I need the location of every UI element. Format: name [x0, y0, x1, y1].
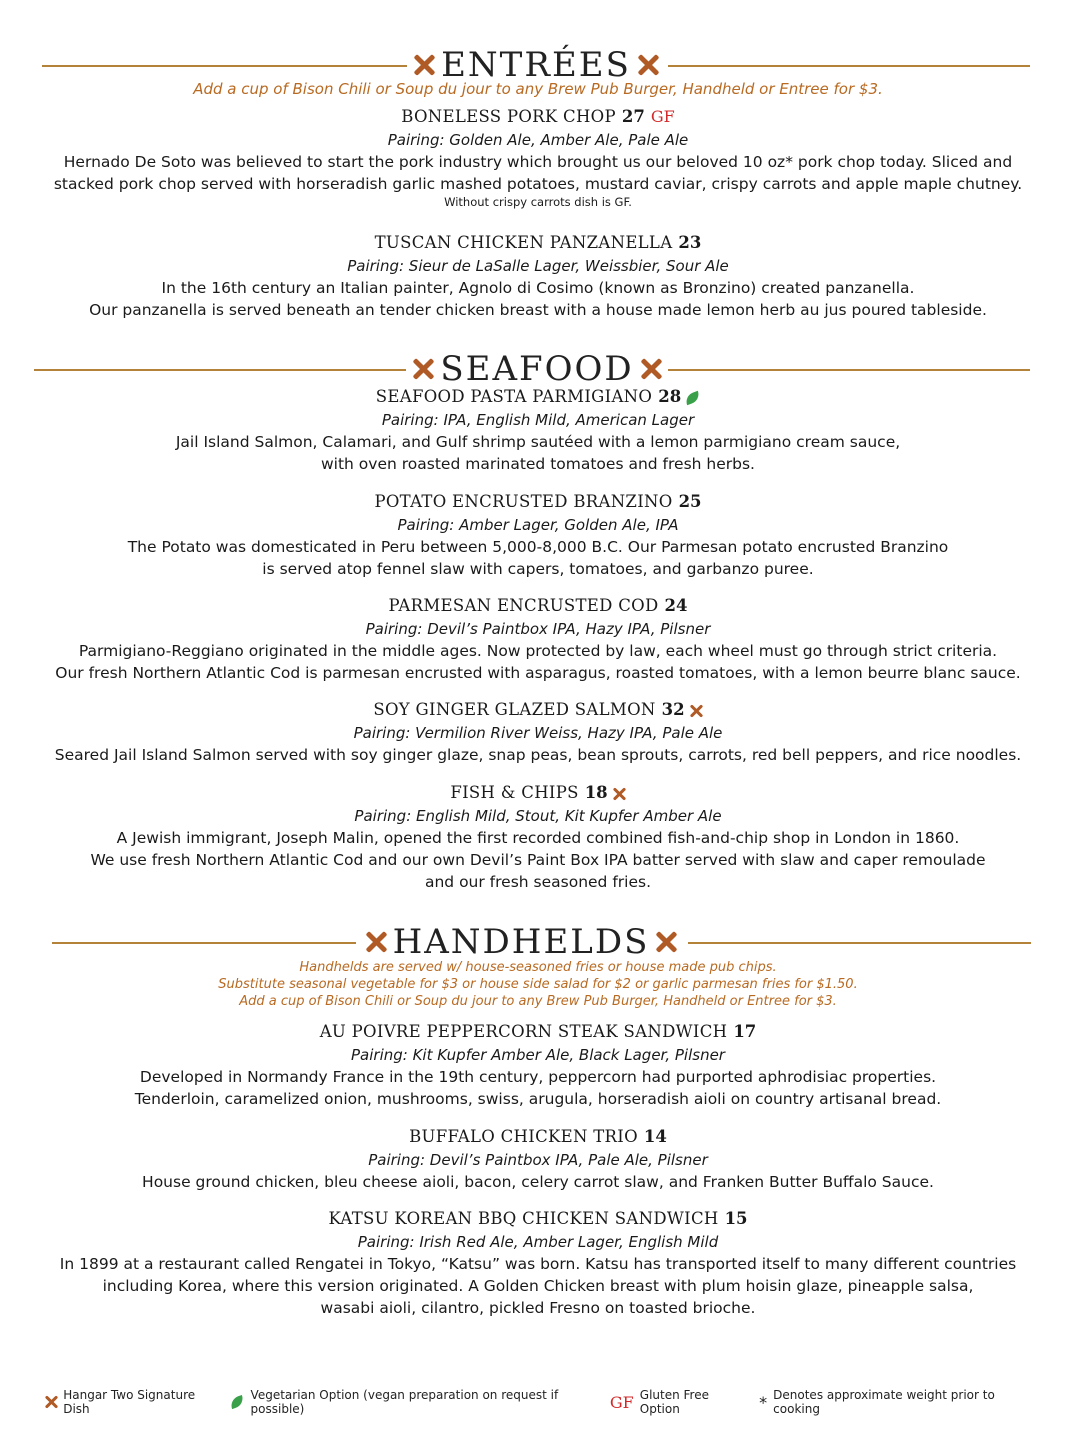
menu-item: [0, 231, 1076, 321]
signature-x-icon: [637, 54, 659, 76]
legend-label: Hangar Two Signature Dish: [63, 1388, 196, 1416]
menu-item: [0, 594, 1076, 684]
item-desc-line: In the 16th century an Italian painter, Agnolo di Cosimo (known as Bronzino) created panzanella.: [161, 279, 915, 297]
item-name: BONELESS PORK CHOP: [401, 107, 616, 126]
item-desc-line: with oven roasted marinated tomatoes and fresh herbs.: [321, 455, 755, 473]
item-pairing: Pairing: Devil’s Paintbox IPA, Pale Ale, Pilsner: [368, 1151, 708, 1169]
item-desc-line: wasabi aioli, cilantro, pickled Fresno on toasted brioche.: [320, 1299, 756, 1317]
item-desc-line: House ground chicken, bleu cheese aioli, bacon, celery carrot slaw, and Franken Butter Buffalo Sauce.: [142, 1173, 934, 1191]
item-desc-line: Developed in Normandy France in the 19th century, peppercorn had purported aphrodisiac properties.: [139, 1068, 937, 1086]
item-desc-line: Jail Island Salmon, Calamari, and Gulf shrimp sautéed with a lemon parmigiano cream sauce,: [175, 433, 901, 451]
section-title-text: SEAFOOD: [440, 349, 634, 389]
item-pairing: Pairing: Golden Ale, Amber Ale, Pale Ale: [387, 131, 689, 149]
legend-signature: [44, 1388, 216, 1416]
item-pairing: Pairing: English Mild, Stout, Kit Kupfer Amber Ale: [354, 807, 722, 825]
item-price: 14: [643, 1127, 667, 1146]
menu-item: [0, 1207, 1076, 1319]
header-rule-right: [668, 65, 1030, 67]
section-title-text: ENTRÉES: [441, 45, 631, 85]
legend-label: Gluten Free Option: [639, 1388, 709, 1416]
item-desc-line: Parmigiano-Reggiano originated in the middle ages. Now protected by law, each wheel must go through strict criteria.: [78, 642, 998, 660]
signature-x-icon: [413, 54, 435, 76]
menu-item: [0, 385, 1076, 475]
vegetarian-leaf-icon: [229, 1395, 246, 1409]
header-rule-left: [52, 942, 356, 944]
menu-item: [0, 105, 1076, 210]
header-rule-left: [34, 369, 406, 371]
handhelds-note-line: Substitute seasonal vegetable for $3 or house side salad for $2 or garlic parmesan fries for $1.50.: [218, 977, 858, 992]
menu-item: [0, 490, 1076, 580]
item-price: 24: [664, 596, 688, 615]
item-name: SOY GINGER GLAZED SALMON: [373, 700, 656, 719]
item-pairing: Pairing: Sieur de LaSalle Lager, Weissbier, Sour Ale: [347, 257, 729, 275]
item-desc-line: Our panzanella is served beneath an tender chicken breast with a house made lemon herb au jus poured tableside.: [89, 301, 987, 319]
item-desc-line: Seared Jail Island Salmon served with soy ginger glaze, snap peas, bean sprouts, carrots, red bell peppers, and rice noodles.: [54, 746, 1022, 764]
header-rule-left: [42, 65, 407, 67]
handhelds-notes: [0, 959, 1076, 1010]
menu-item: [0, 698, 1076, 766]
item-desc-line: Hernado De Soto was believed to start the pork industry which brought us our beloved 10 oz* pork chop today. Sliced and: [63, 153, 1013, 171]
entrees-note: Add a cup of Bison Chili or Soup du jour to any Brew Pub Burger, Handheld or Entree for $3.: [193, 80, 883, 98]
item-name: SEAFOOD PASTA PARMIGIANO: [375, 387, 653, 406]
item-desc-line: The Potato was domesticated in Peru between 5,000-8,000 B.C. Our Parmesan potato encrusted Branzino: [127, 538, 949, 556]
handhelds-note-line: Add a cup of Bison Chili or Soup du jour to any Brew Pub Burger, Handheld or Entree for $3.: [239, 994, 837, 1009]
signature-x-icon: [655, 931, 677, 953]
signature-x-icon: [640, 358, 662, 380]
item-name: PARMESAN ENCRUSTED COD: [388, 596, 659, 615]
item-desc-line: A Jewish immigrant, Joseph Malin, opened the first recorded combined fish-and-chip shop in London in 1860.: [116, 829, 960, 847]
menu-item: [0, 1020, 1076, 1110]
legend-label: Denotes approximate weight prior to cooking: [773, 1388, 995, 1416]
signature-x-icon: [44, 1395, 57, 1409]
item-price: 28: [658, 387, 682, 406]
item-desc-line: In 1899 at a restaurant called Rengatei in Tokyo, “Katsu” was born. Katsu has transported itself to many different countries: [59, 1255, 1017, 1273]
header-rule-right: [668, 369, 1030, 371]
legend: [44, 1388, 1044, 1416]
item-pairing: Pairing: Kit Kupfer Amber Ale, Black Lager, Pilsner: [351, 1046, 725, 1064]
item-price: 32: [661, 700, 685, 719]
item-price: 27: [621, 107, 645, 126]
signature-x-icon: [612, 787, 626, 801]
menu-item: [0, 1125, 1076, 1193]
item-desc-line: We use fresh Northern Atlantic Cod and our own Devil’s Paint Box IPA batter served with slaw and caper remoulade: [90, 851, 986, 869]
gluten-free-tag: GF: [650, 107, 675, 126]
item-desc-line: including Korea, where this version originated. A Golden Chicken breast with plum hoisin glaze, pineapple salsa,: [102, 1277, 974, 1295]
vegetarian-leaf-icon: [684, 390, 702, 405]
gluten-free-tag: GF: [609, 1392, 634, 1412]
legend-gluten-free: [610, 1388, 745, 1416]
item-desc-line: Our fresh Northern Atlantic Cod is parmesan encrusted with asparagus, roasted tomatoes, with a lemon beurre blanc sauce.: [55, 664, 1021, 682]
section-title-text: HANDHELDS: [392, 922, 650, 962]
item-desc-line: and our fresh seasoned fries.: [424, 873, 651, 891]
item-price: 25: [678, 492, 702, 511]
item-name: BUFFALO CHICKEN TRIO: [409, 1127, 638, 1146]
handhelds-note-line: Handhelds are served w/ house-seasoned fries or house made pub chips.: [299, 960, 777, 975]
menu-item: [0, 781, 1076, 893]
legend-weight: [759, 1388, 1030, 1416]
item-footnote: Without crispy carrots dish is GF.: [444, 195, 632, 209]
item-pairing: Pairing: Amber Lager, Golden Ale, IPA: [397, 516, 679, 534]
item-pairing: Pairing: Devil’s Paintbox IPA, Hazy IPA, Pilsner: [365, 620, 711, 638]
item-price: 23: [678, 233, 702, 252]
legend-vegetarian: [230, 1388, 596, 1416]
item-name: POTATO ENCRUSTED BRANZINO: [374, 492, 673, 511]
item-pairing: Pairing: Vermilion River Weiss, Hazy IPA, Pale Ale: [353, 724, 723, 742]
item-name: KATSU KOREAN BBQ CHICKEN SANDWICH: [328, 1209, 719, 1228]
item-desc-line: Tenderloin, caramelized onion, mushrooms, swiss, arugula, horseradish aioli on country artisanal bread.: [134, 1090, 942, 1108]
item-desc-line: stacked pork chop served with horseradish garlic mashed potatoes, mustard caviar, crispy carrots and apple maple chutney.: [53, 175, 1023, 193]
signature-x-icon: [365, 931, 387, 953]
legend-label: Vegetarian Option (vegan preparation on request if possible): [250, 1388, 559, 1416]
item-price: 15: [724, 1209, 748, 1228]
signature-x-icon: [412, 358, 434, 380]
item-desc-line: is served atop fennel slaw with capers, tomatoes, and garbanzo puree.: [262, 560, 814, 578]
item-pairing: Pairing: IPA, English Mild, American Lager: [381, 411, 695, 429]
item-price: 18: [584, 783, 608, 802]
item-name: AU POIVRE PEPPERCORN STEAK SANDWICH: [319, 1022, 728, 1041]
item-name: FISH & CHIPS: [450, 783, 579, 802]
signature-x-icon: [689, 704, 703, 718]
asterisk-icon: *: [759, 1392, 768, 1412]
item-name: TUSCAN CHICKEN PANZANELLA: [374, 233, 673, 252]
item-pairing: Pairing: Irish Red Ale, Amber Lager, English Mild: [357, 1233, 719, 1251]
item-price: 17: [733, 1022, 757, 1041]
header-rule-right: [688, 942, 1031, 944]
